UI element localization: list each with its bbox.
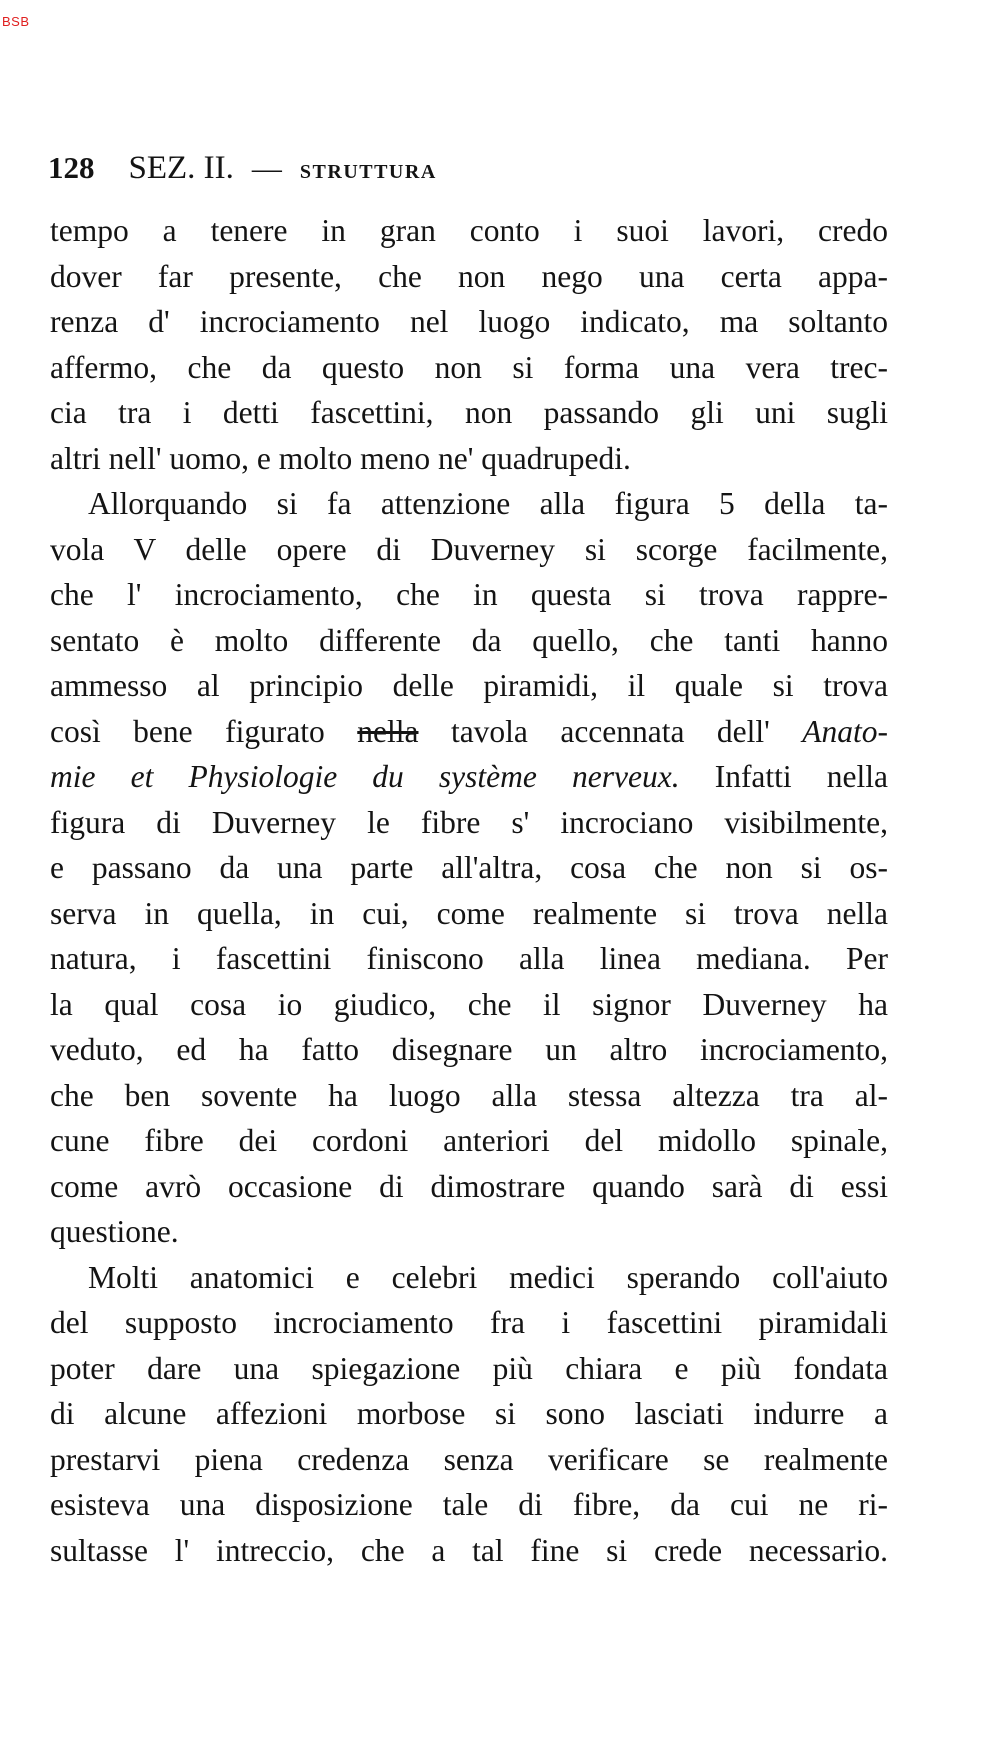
- text-line: Allorquando si fa attenzione alla figura 5 della ta-: [88, 486, 888, 521]
- text-line: veduto, ed ha fatto disegnare un altro incrociamento,: [50, 1032, 888, 1067]
- text-line: Molti anatomici e celebri medici sperando coll'aiuto: [88, 1259, 888, 1295]
- text-line: poter dare una spiegazione più chiara e più fondata: [50, 1350, 888, 1386]
- text-line: affermo, che da questo non si forma una vera trec-: [50, 349, 888, 385]
- text-line: renza d' incrociamento nel luogo indicato, ma soltanto: [50, 304, 888, 339]
- struck-word: nella: [357, 713, 419, 749]
- paragraph: [50, 1255, 888, 1574]
- text-line: questione.: [50, 1214, 179, 1249]
- text-line: serva in quella, in cui, come realmente si trova nella: [50, 895, 888, 931]
- text-line: natura, i fascettini finiscono alla linea mediana. Per: [50, 941, 888, 976]
- text-line: figura di Duverney le fibre s' incrociano visibilmente,: [50, 804, 888, 840]
- page-body: [50, 208, 888, 1573]
- header-dash: —: [251, 152, 282, 185]
- text-line: che l' incrociamento, che in questa si trova rappre-: [50, 577, 888, 612]
- text-fragment: così bene figurato: [50, 713, 325, 749]
- text-line: prestarvi piena credenza senza verificare se realmente: [50, 1441, 888, 1477]
- text-line: vola V delle opere di Duverney si scorge facilmente,: [50, 531, 888, 567]
- running-header: [48, 150, 437, 202]
- italic-title: mie et Physiologie du système nerveux.: [50, 759, 680, 794]
- text-line: di alcune affezioni morbose si sono lasciati indurre a: [50, 1396, 888, 1431]
- text-line: come avrò occasione di dimostrare quando sarà di essi: [50, 1168, 888, 1204]
- text-line: e passano da una parte all'altra, cosa che non si os-: [50, 850, 888, 885]
- section-label: SEZ. II.: [128, 150, 234, 186]
- text-line: esisteva una disposizione tale di fibre, da cui ne ri-: [50, 1487, 888, 1522]
- text-line: che ben sovente ha luogo alla stessa altezza tra al-: [50, 1077, 888, 1113]
- text-line: la qual cosa io giudico, che il signor Duverney ha: [50, 986, 888, 1022]
- text-line: cune fibre dei cordoni anteriori del midollo spinale,: [50, 1123, 888, 1158]
- library-watermark: BSB: [2, 14, 30, 29]
- text-line: sentato è molto differente da quello, che tanti hanno: [50, 622, 888, 658]
- text-line-mixed: [50, 709, 888, 755]
- text-fragment: tavola accennata dell': [450, 713, 770, 749]
- text-line: tempo a tenere in gran conto i suoi lavori, credo: [50, 213, 888, 248]
- text-line-mixed: [50, 754, 888, 800]
- italic-title: Anato-: [802, 713, 889, 749]
- text-line: ammesso al principio delle piramidi, il quale si trova: [50, 668, 888, 703]
- text-line: sultasse l' intreccio, che a tal fine si crede necessario.: [50, 1532, 888, 1568]
- running-title: STRUTTURA: [299, 161, 437, 183]
- paragraph: [50, 481, 888, 1255]
- paragraph: [50, 208, 888, 481]
- text-line: altri nell' uomo, e molto meno ne' quadrupedi.: [50, 440, 631, 476]
- text-line: dover far presente, che non nego una certa appa-: [50, 258, 888, 294]
- text-line: del supposto incrociamento fra i fascettini piramidali: [50, 1305, 888, 1340]
- text-fragment: Infatti nella: [714, 759, 889, 794]
- text-line: cia tra i detti fascettini, non passando gli uni sugli: [50, 395, 888, 430]
- page-number: 128: [48, 150, 95, 185]
